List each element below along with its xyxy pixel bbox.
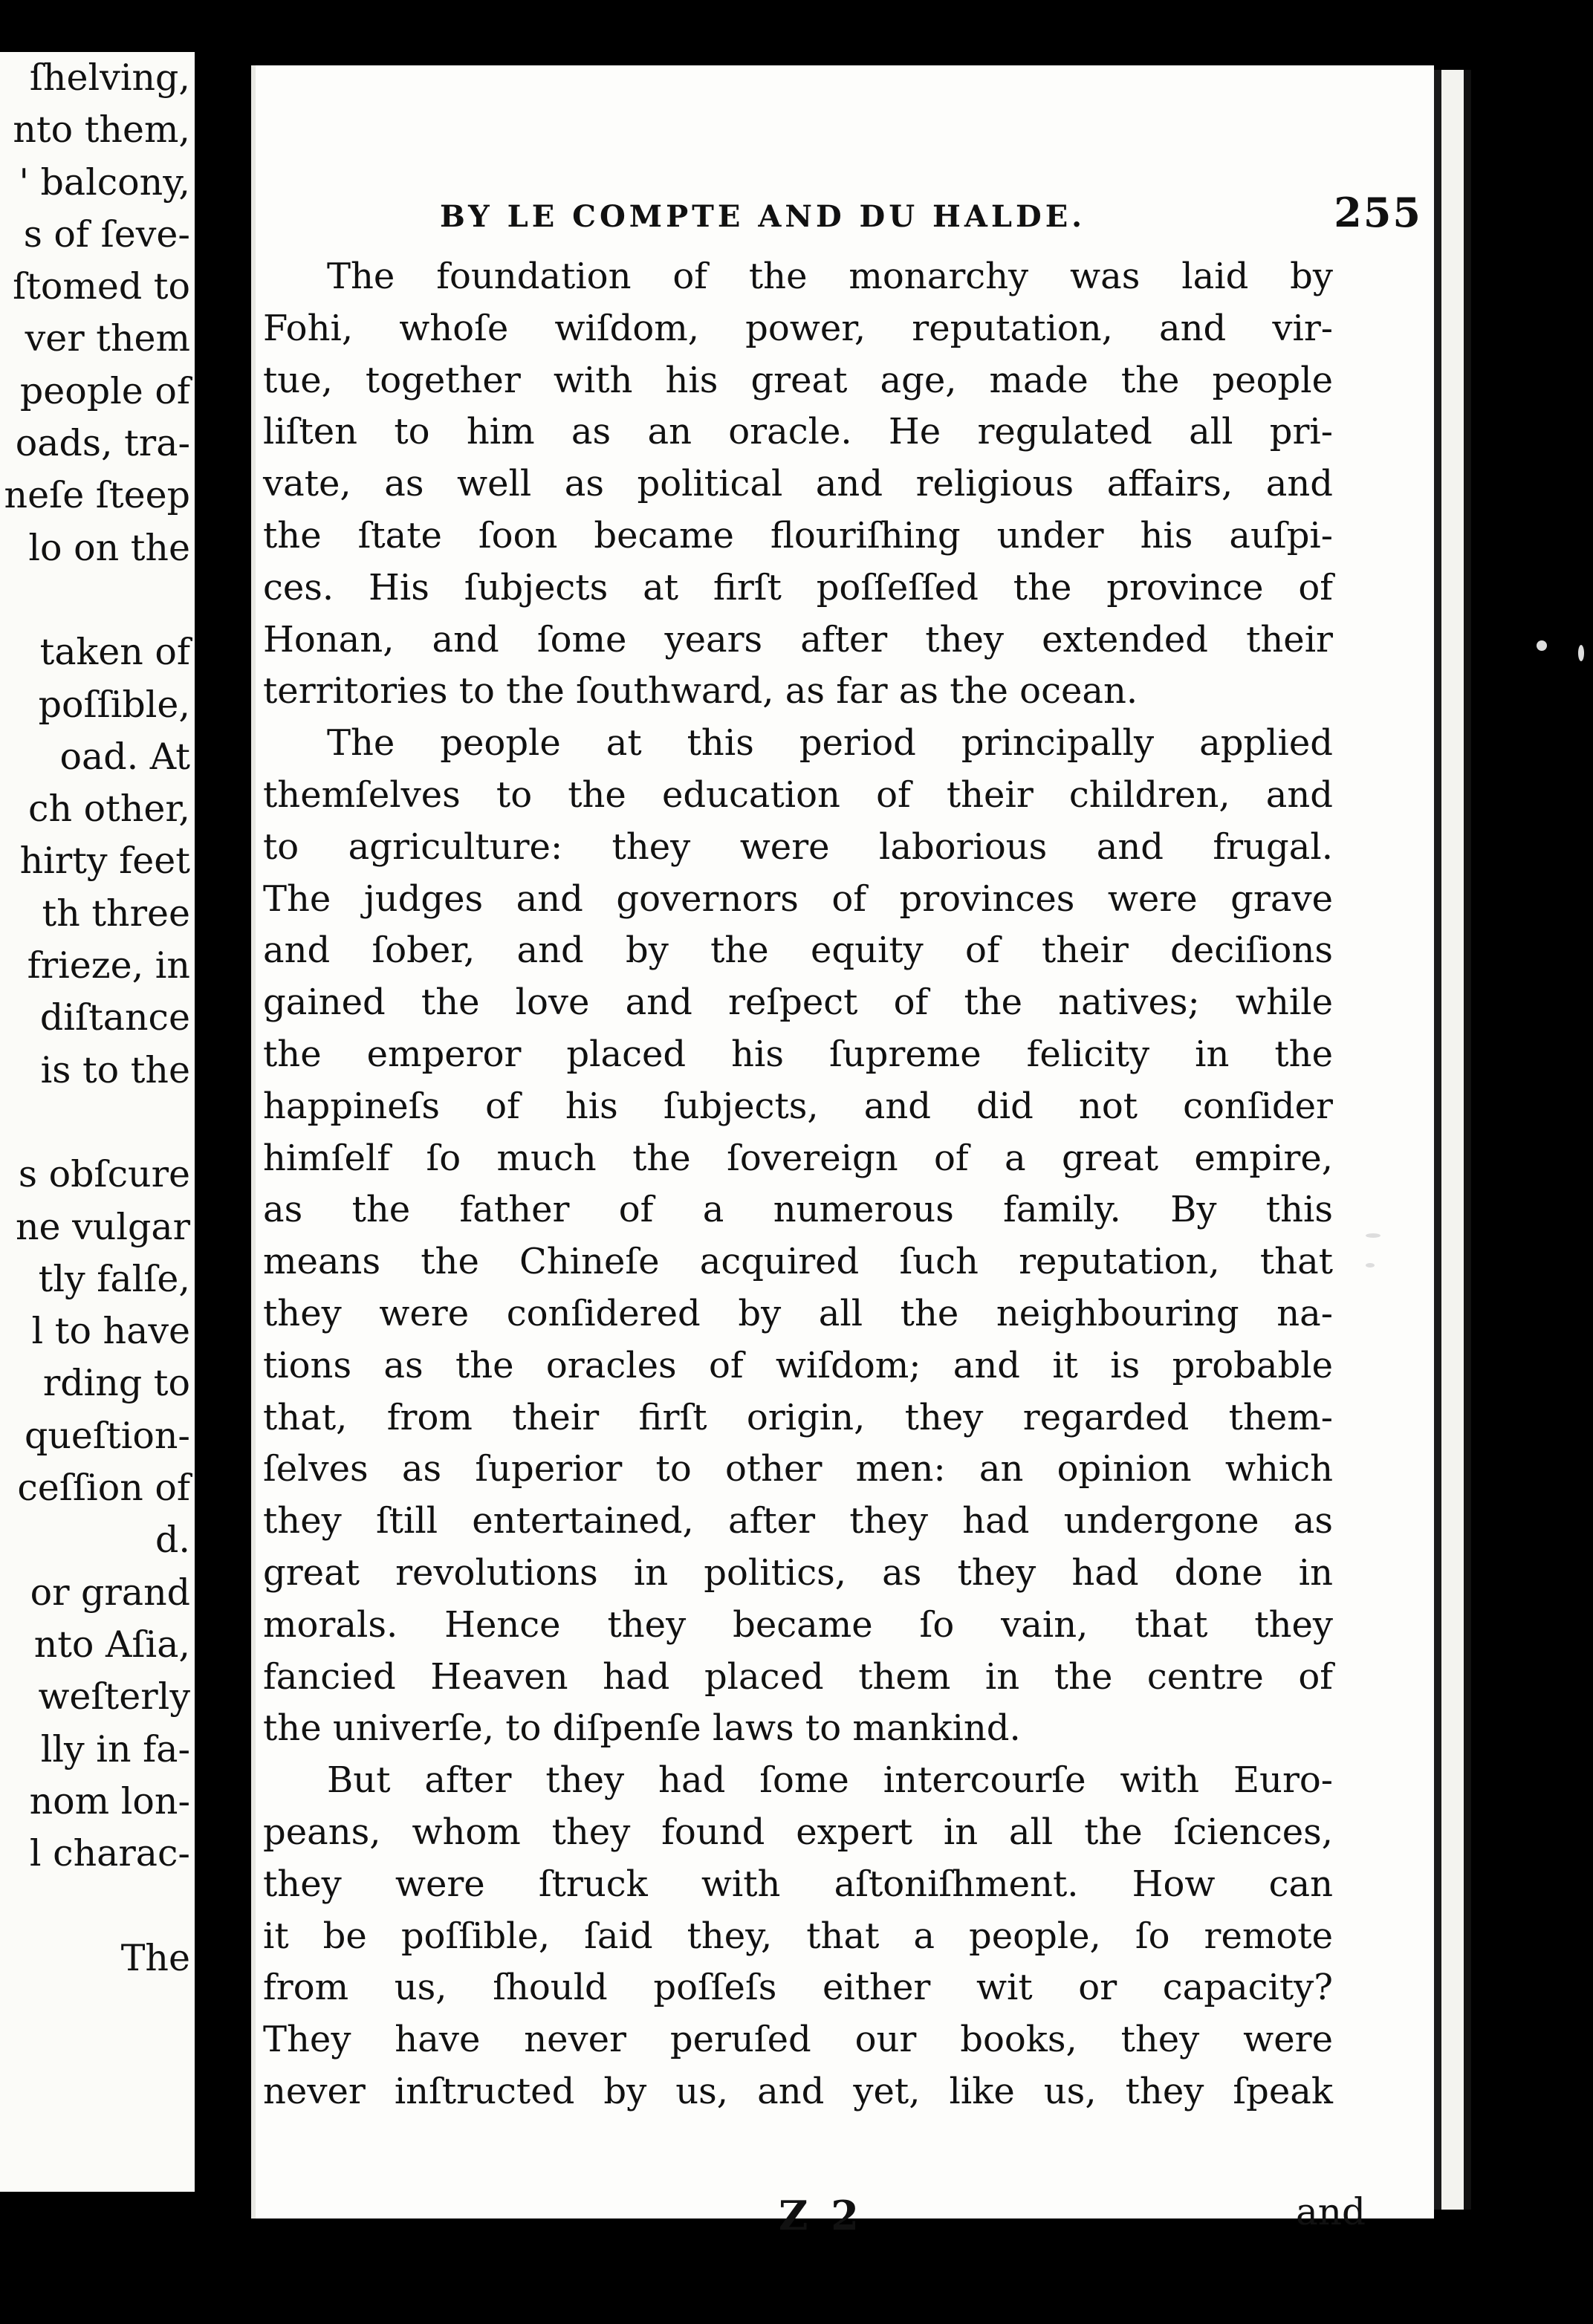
text-line: They have never peruſed our books, they were bbox=[263, 2019, 1333, 2061]
margin-speck bbox=[1366, 1233, 1381, 1238]
text-line: But after they had ſome intercourſe with Euro- bbox=[327, 1759, 1333, 1802]
text-line: The foundation of the monarchy was laid by bbox=[327, 256, 1333, 297]
previous-page-line: nom lon- bbox=[29, 1779, 190, 1822]
margin-speck bbox=[1366, 1263, 1375, 1268]
previous-page-line: lly in fa- bbox=[40, 1727, 190, 1770]
text-line: the emperor placed his ſupreme felicity in the bbox=[263, 1033, 1333, 1075]
text-line: the univerſe, to diſpenſe laws to mankind. bbox=[263, 1707, 1021, 1750]
previous-page-text bbox=[0, 52, 190, 1984]
previous-page-line: ch other, bbox=[28, 788, 190, 831]
text-line: liſten to him as an oracle. He regulated all pri- bbox=[263, 411, 1333, 453]
previous-page-line: hirty feet bbox=[19, 840, 190, 883]
text-line: fancied Heaven had placed them in the centre of bbox=[263, 1655, 1333, 1698]
previous-page-line: ver them bbox=[25, 317, 190, 360]
page-edge-shadow bbox=[1434, 70, 1471, 2210]
previous-page-line: tly falſe, bbox=[38, 1257, 190, 1300]
previous-page-line: ' balcony, bbox=[19, 160, 190, 204]
text-line: the ſtate ſoon became flouriſhing under his auſpi- bbox=[263, 514, 1333, 556]
catchword: and bbox=[1296, 2190, 1366, 2233]
text-line: tions as the oracles of wiſdom; and it is probable bbox=[263, 1344, 1333, 1386]
running-head-title: BY LE COMPTE AND DU HALDE. bbox=[440, 199, 1086, 234]
text-line: happineſs of his ſubjects, and did not conſider bbox=[263, 1085, 1333, 1127]
margin-speck bbox=[1537, 640, 1547, 651]
text-line: they were conſidered by all the neighbouring na- bbox=[263, 1292, 1333, 1334]
text-line: as the father of a numerous family. By this bbox=[263, 1189, 1333, 1231]
previous-page-line: diſtance bbox=[39, 996, 190, 1039]
previous-page-line: neſe ſteep bbox=[4, 474, 190, 517]
text-line: never inſtructed by us, and yet, like us, they ſpeak bbox=[263, 2070, 1333, 2112]
previous-page-line: l to have bbox=[31, 1310, 190, 1353]
previous-page-line bbox=[0, 574, 190, 626]
text-line: it be poſſible, ſaid they, that a people, ſo remote bbox=[263, 1915, 1333, 1957]
previous-page-fragment bbox=[0, 52, 195, 2192]
paragraph bbox=[263, 1755, 1333, 2118]
previous-page-line: rding to bbox=[42, 1362, 190, 1405]
previous-page-line: frieze, in bbox=[27, 944, 190, 987]
paragraph bbox=[263, 718, 1333, 1755]
text-line: means the Chineſe acquired ſuch reputation, that bbox=[263, 1241, 1333, 1283]
text-line: ſelves as ſuperior to other men: an opinion which bbox=[263, 1448, 1333, 1490]
page-body-text bbox=[256, 251, 1333, 2118]
previous-page-line: poſſible, bbox=[38, 683, 190, 726]
previous-page-line: queſtion- bbox=[24, 1414, 190, 1457]
previous-page-line: ſhelving, bbox=[29, 56, 190, 99]
text-line: Fohi, whoſe wiſdom, power, reputation, and vir- bbox=[263, 307, 1333, 349]
text-line: territories to the ſouthward, as far as the ocean. bbox=[263, 670, 1138, 713]
margin-speck bbox=[1578, 645, 1584, 661]
signature-mark: Z 2 bbox=[779, 2192, 863, 2239]
text-line: they ſtill entertained, after they had undergone as bbox=[263, 1500, 1333, 1542]
previous-page-line: taken of bbox=[39, 631, 190, 674]
previous-page-line: or grand bbox=[30, 1571, 190, 1614]
previous-page-line: oad. At bbox=[59, 735, 190, 778]
text-line: to agriculture: they were laborious and frugal. bbox=[263, 825, 1333, 868]
text-line: vate, as well as political and religious affairs, and bbox=[263, 463, 1333, 505]
page-number: 255 bbox=[1334, 189, 1422, 236]
book-page bbox=[251, 65, 1434, 2239]
text-line: Honan, and ſome years after they extended their bbox=[263, 618, 1333, 660]
text-line: himſelf ſo much the ſovereign of a great empire, bbox=[263, 1137, 1333, 1179]
text-line: from us, ſhould poſſeſs either wit or capacity? bbox=[263, 1967, 1333, 2009]
previous-page-line: The bbox=[120, 1936, 190, 1979]
text-line: that, from their firſt origin, they regarded them- bbox=[263, 1396, 1333, 1438]
running-head bbox=[440, 189, 1428, 236]
previous-page-line: s of ſeve- bbox=[23, 212, 190, 256]
book-gutter bbox=[195, 30, 253, 2244]
text-line: peans, whom they found expert in all the ſciences, bbox=[263, 1811, 1333, 1853]
previous-page-line: is to the bbox=[40, 1048, 190, 1091]
text-line: The people at this period principally applied bbox=[327, 722, 1333, 765]
text-line: The judges and governors of provinces were grave bbox=[263, 877, 1333, 920]
previous-page-line: nto Aſia, bbox=[33, 1623, 190, 1666]
previous-page-line bbox=[0, 1880, 190, 1932]
paragraph bbox=[263, 251, 1333, 718]
previous-page-line: ſtomed to bbox=[13, 265, 190, 308]
text-line: themſelves to the education of their children, and bbox=[263, 773, 1333, 816]
text-line: tue, together with his great age, made the people bbox=[263, 359, 1333, 401]
previous-page-line bbox=[0, 1097, 190, 1149]
previous-page-line: ceſſion of bbox=[17, 1467, 190, 1510]
previous-page-line: oads, tra- bbox=[15, 422, 190, 465]
text-line: ces. His ſubjects at firſt poſſeſſed the province of bbox=[263, 566, 1333, 608]
text-line: and ſober, and by the equity of their deciſions bbox=[263, 929, 1333, 972]
text-line: gained the love and reſpect of the natives; while bbox=[263, 981, 1333, 1024]
previous-page-line: people of bbox=[19, 369, 190, 412]
text-line: great revolutions in politics, as they had done in bbox=[263, 1551, 1333, 1594]
previous-page-line: th three bbox=[42, 892, 190, 935]
text-line: morals. Hence they became ſo vain, that they bbox=[263, 1603, 1333, 1646]
previous-page-line: weſterly bbox=[38, 1675, 190, 1718]
text-line: they were ſtruck with aſtoniſhment. How can bbox=[263, 1863, 1333, 1905]
previous-page-line: ne vulgar bbox=[15, 1205, 190, 1248]
previous-page-line: nto them, bbox=[13, 108, 190, 152]
previous-page-line: d. bbox=[155, 1519, 190, 1562]
previous-page-line: l charac- bbox=[29, 1832, 190, 1875]
previous-page-line: s obſcure bbox=[18, 1153, 190, 1196]
previous-page-line: lo on the bbox=[28, 526, 190, 569]
